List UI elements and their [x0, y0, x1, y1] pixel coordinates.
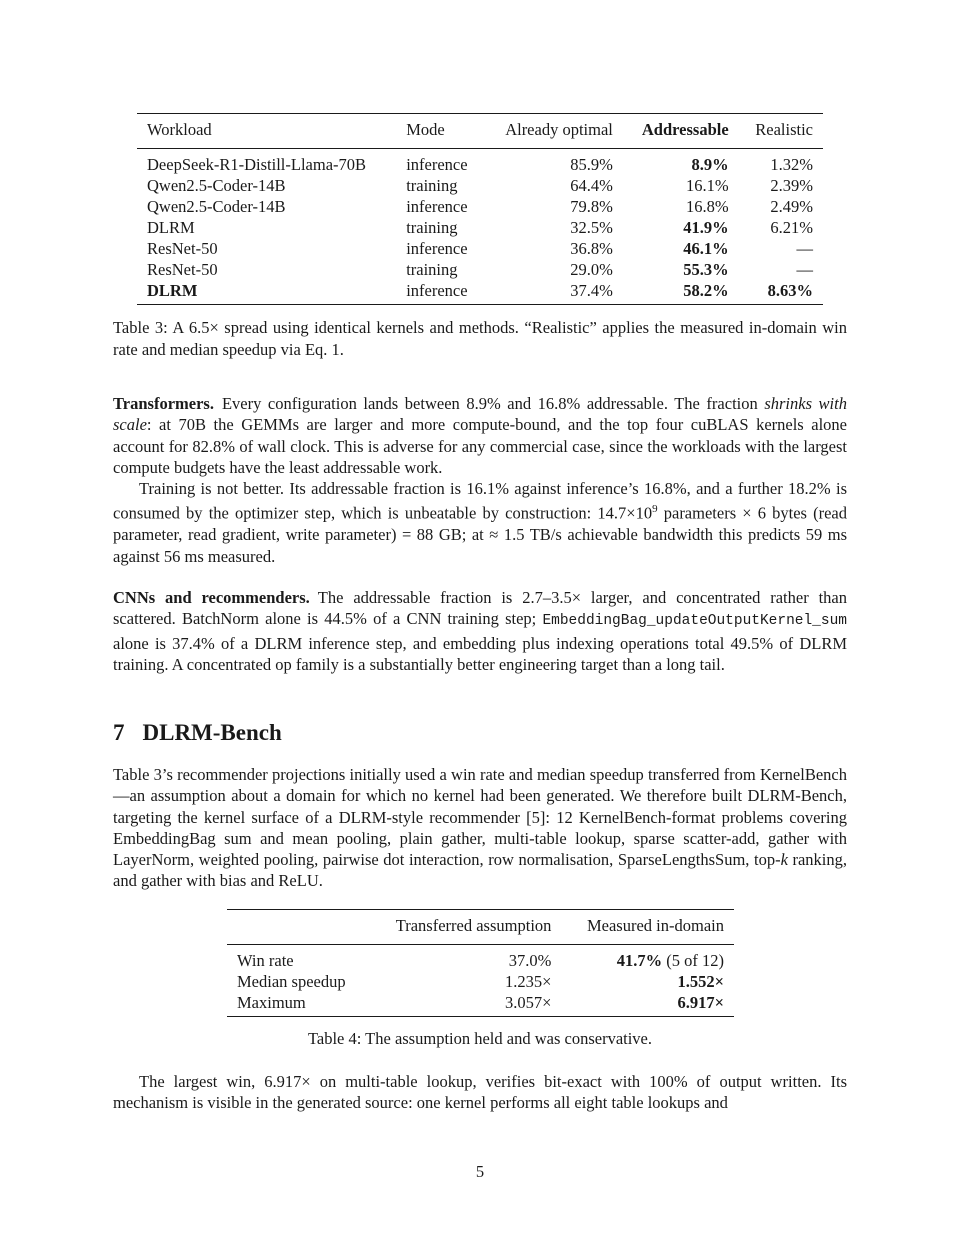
- table-row: [137, 238, 823, 259]
- paragraph-text: ranking, and gather with bias and ReLU.: [113, 850, 848, 891]
- table-3: [137, 113, 823, 305]
- page-number: 5: [475, 1162, 485, 1181]
- table-cell-measured: [561, 992, 734, 1017]
- table-cell-realistic: 6.21%: [770, 218, 813, 237]
- table-cell-workload: ResNet-50: [147, 260, 218, 279]
- table-cell-optimal: 36.8%: [570, 239, 613, 258]
- table-cell-measured: [561, 971, 734, 992]
- table-3-header-realistic: Realistic: [755, 120, 813, 139]
- table-cell-optimal: 85.9%: [570, 155, 613, 174]
- table-row: [137, 196, 823, 217]
- table-cell-measured: [561, 945, 734, 972]
- table-row: [227, 971, 734, 992]
- table-3-caption: Table 3: A 6.5× spread using identical kernels and methods. “Realistic” applies the measured in-domain win rate and median speedup via Eq. 1.: [113, 318, 847, 359]
- section-7-body: [113, 764, 847, 892]
- table-cell-realistic: 8.63%: [767, 281, 813, 300]
- table-cell-addressable: 16.1%: [686, 176, 729, 195]
- code-text: EmbeddingBag_updateOutputKernel_sum: [542, 613, 847, 630]
- table-4-caption: Table 4: The assumption held and was conservative.: [307, 1029, 653, 1048]
- table-3-header-optimal: Already optimal: [505, 120, 613, 139]
- table-row: [137, 149, 823, 176]
- measured-note: (5 of 12): [662, 951, 724, 970]
- table-cell-workload: DLRM: [147, 218, 195, 237]
- table-row: [227, 992, 734, 1017]
- section-title: DLRM-Bench: [142, 720, 282, 745]
- paragraph-heading: CNNs and recommenders.: [113, 588, 310, 607]
- table-row: [137, 259, 823, 280]
- table-row: [137, 280, 823, 305]
- table-cell-optimal: 37.4%: [570, 281, 613, 300]
- paragraph-text: : at 70B the GEMMs are larger and more compute-bound, and the top four cuBLAS kernels alone account for 82.8% of wall clock. This is adverse for any commercial case, since the workloads with the largest compute budgets have the least addressable work.: [113, 415, 847, 477]
- table-cell-mode: inference: [406, 155, 468, 174]
- table-cell-addressable: 55.3%: [683, 260, 729, 279]
- table-cell-workload: ResNet-50: [147, 239, 218, 258]
- table-row: [227, 945, 734, 972]
- table-cell-addressable: 8.9%: [691, 155, 729, 174]
- paragraph-text: Training is not better. Its addressable fraction is 16.1% against inference’s 16.8%, and a further 18.2% is consumed by the optimizer step, which is unbeatable by construction: 14.7×10: [113, 479, 847, 523]
- section-number: 7: [113, 720, 125, 745]
- table-4-header-metric: [227, 910, 368, 945]
- transformers-section: [113, 393, 847, 567]
- paragraph-heading: Transformers.: [113, 394, 214, 413]
- table-cell-mode: training: [406, 176, 458, 195]
- table-4-header-measured: Measured in-domain: [586, 916, 724, 935]
- table-cell-realistic: 2.49%: [770, 197, 813, 216]
- table-row: [137, 175, 823, 196]
- table-cell-metric: Win rate: [237, 951, 294, 970]
- table-3-header-mode: Mode: [406, 120, 445, 139]
- table-cell-addressable: 58.2%: [683, 281, 729, 300]
- table-cell-optimal: 64.4%: [570, 176, 613, 195]
- table-cell-metric: Median speedup: [237, 972, 346, 991]
- paragraph-text: Table 3’s recommender projections initially used a win rate and median speedup transferred from KernelBench—an assumption about a domain for which no kernel had been generated. We therefore built DLRM-Bench, targeting the kernel surface of a DLRM-style recommender [5]: 12 KernelBench-format problems covering EmbeddingBag sum and mean pooling, plain gather, multi-table lookup, sparse scatter-add, gather with LayerNorm, weighted pooling, pairwise dot interaction, row normalisation, SparseLengthsSum, top-: [113, 765, 847, 870]
- table-cell-workload: Qwen2.5-Coder-14B: [147, 197, 286, 216]
- table-cell-addressable: 16.8%: [686, 197, 729, 216]
- table-cell-metric: Maximum: [237, 993, 306, 1012]
- table-3-header-workload: Workload: [147, 120, 212, 139]
- cnns-section: [113, 587, 847, 675]
- table-cell-transferred: 1.235×: [504, 972, 552, 991]
- table-cell-mode: inference: [406, 197, 468, 216]
- table-cell-mode: inference: [406, 239, 468, 258]
- table-3-header-row: [137, 114, 823, 149]
- table-3-header-addressable: Addressable: [641, 120, 729, 139]
- final-paragraph: [113, 1071, 847, 1114]
- table-cell-mode: training: [406, 218, 458, 237]
- table-cell-realistic: 1.32%: [770, 155, 813, 174]
- table-cell-workload: Qwen2.5-Coder-14B: [147, 176, 286, 195]
- paragraph-text: The largest win, 6.917× on multi-table lookup, verifies bit-exact with 100% of output written. Its mechanism is visible in the generated source: one kernel performs all eight table lookups and: [113, 1072, 847, 1113]
- table-cell-addressable: 46.1%: [683, 239, 729, 258]
- table-cell-workload: DeepSeek-R1-Distill-Llama-70B: [147, 155, 367, 174]
- measured-value: 6.917×: [677, 993, 724, 1012]
- superscript: 9: [652, 503, 658, 516]
- section-heading: [113, 720, 282, 746]
- table-cell-optimal: 32.5%: [570, 218, 613, 237]
- table-cell-optimal: 29.0%: [570, 260, 613, 279]
- table-cell-mode: inference: [406, 281, 468, 300]
- table-cell-transferred: 37.0%: [508, 951, 552, 970]
- emphasis-text: shrinks with scale: [113, 394, 847, 435]
- paragraph-text: The addressable fraction is 2.7–3.5× larger, and concentrated rather than scattered. BatchNorm alone is 44.5% of a CNN training step;: [113, 588, 847, 629]
- measured-value: 41.7%: [616, 951, 663, 970]
- table-row: [137, 217, 823, 238]
- paragraph-text: parameters × 6 bytes (read parameter, read gradient, write parameter) = 88 GB; at ≈ 1.5 TB/s achievable bandwidth this predicts 59 ms against 56 ms measured.: [113, 503, 847, 566]
- table-4: [227, 909, 734, 1017]
- table-cell-realistic: —: [796, 260, 813, 279]
- paragraph-text: alone is 37.4% of a DLRM inference step, and embedding plus indexing operations total 49.5% of DLRM training. A concentrated op family is a substantially better engineering target than a long tail.: [113, 633, 847, 674]
- table-cell-realistic: 2.39%: [770, 176, 813, 195]
- table-4-header-row: [227, 910, 734, 945]
- table-cell-transferred: 3.057×: [504, 993, 552, 1012]
- table-cell-optimal: 79.8%: [570, 197, 613, 216]
- table-cell-realistic: —: [796, 239, 813, 258]
- emphasis-text: k: [780, 850, 788, 870]
- table-cell-mode: training: [406, 260, 458, 279]
- table-cell-workload: DLRM: [147, 281, 198, 300]
- measured-value: 1.552×: [677, 972, 724, 991]
- table-cell-addressable: 41.9%: [683, 218, 729, 237]
- paragraph-text: Every configuration lands between 8.9% and 16.8% addressable. The fraction: [221, 394, 765, 413]
- table-4-header-transferred: Transferred assumption: [395, 916, 552, 935]
